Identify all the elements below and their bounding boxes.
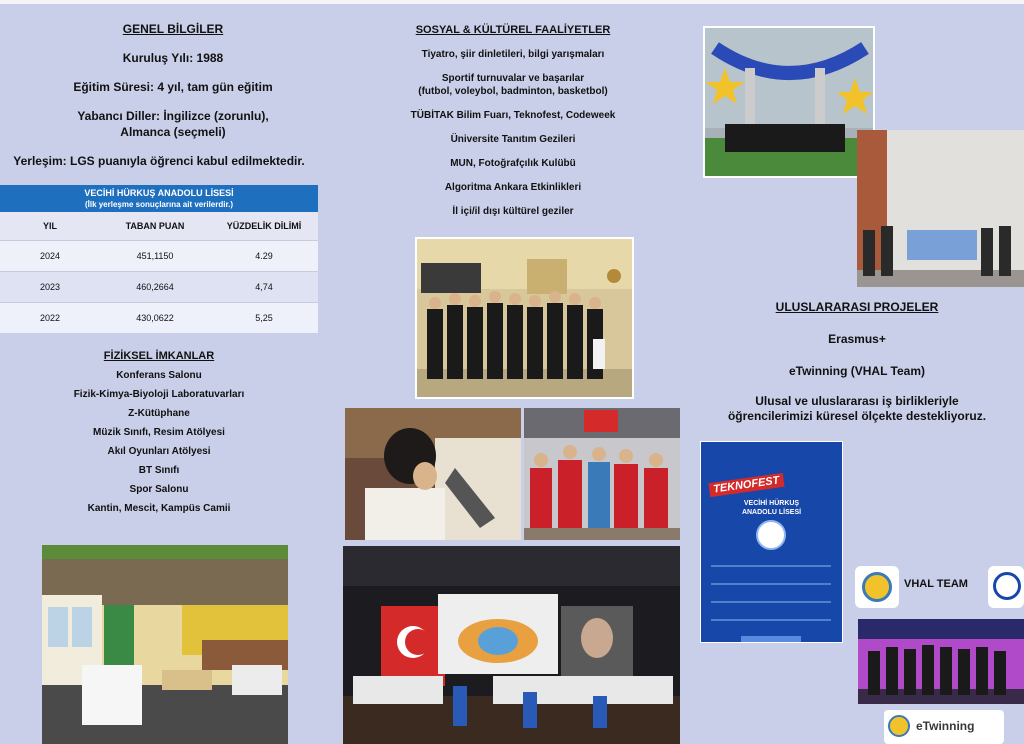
activity-item: Algoritma Ankara Etkinlikleri <box>444 182 582 193</box>
school-logo-icon <box>993 572 1021 600</box>
facility-item: Spor Salonu <box>129 484 189 495</box>
education-duration: Eğitim Süresi: 4 yıl, tam gün eğitim <box>73 80 273 94</box>
activity-item: Tiyatro, şiir dinletileri, bilgi yarışmaları <box>421 49 605 60</box>
activity-item: (futbol, voleybol, badminton, basketbol) <box>418 86 608 97</box>
activity-item: TÜBİTAK Bilim Fuarı, Teknofest, Codeweek <box>410 110 616 121</box>
poster-school-line1: VECİHİ HÜRKUŞ <box>743 500 800 507</box>
facility-item: Z-Kütüphane <box>128 408 190 419</box>
column-header-year: YIL <box>42 221 57 231</box>
badge-emblem-icon <box>862 572 892 602</box>
cell-percentile: 4,74 <box>255 282 273 292</box>
table-row <box>0 271 318 302</box>
school-emblem-icon <box>756 520 786 550</box>
stage-illustration <box>343 546 680 744</box>
vhal-team-photo <box>858 619 1024 704</box>
table-row <box>0 240 318 271</box>
cell-percentile: 5,25 <box>255 313 273 323</box>
cell-percentile: 4.29 <box>255 251 273 261</box>
international-title: ULUSLARARASI PROJELER <box>775 300 939 314</box>
international-desc-line1: Ulusal ve uluslararası iş birlikleriyle <box>755 394 959 408</box>
etwinning-logo <box>884 710 1004 744</box>
activity-item: MUN, Fotoğrafçılık Kulübü <box>450 158 576 169</box>
poster-school-line2: ANADOLU LİSESİ <box>741 509 802 516</box>
facilities-section <box>0 350 318 514</box>
building-illustration <box>857 130 1024 287</box>
social-title: SOSYAL & KÜLTÜREL FAALİYETLER <box>415 24 611 36</box>
languages-line2: Almanca (seçmeli) <box>120 125 226 139</box>
etwinning-icon <box>888 715 910 737</box>
top-border <box>0 0 1024 4</box>
column-header-score: TABAN PUAN <box>125 221 185 231</box>
founded-year: Kuruluş Yılı: 1988 <box>122 51 224 65</box>
erasmus-label: Erasmus+ <box>828 332 886 346</box>
cell-year: 2023 <box>39 282 61 292</box>
teknofest-brand: TEKNOFEST <box>708 473 784 497</box>
group-photo-hallway <box>415 237 634 399</box>
activity-item: İl içi/il dışı kültürel geziler <box>452 206 574 217</box>
general-info-title: GENEL BİLGİLER <box>122 22 224 36</box>
table-subtitle: (İlk yerleşme sonuçlarına ait verilerdir.) <box>0 200 318 212</box>
placement-info: Yerleşim: LGS puanıyla öğrenci kabul edilmektedir. <box>13 154 305 168</box>
facility-item: Kantin, Mescit, Kampüs Camii <box>87 503 231 514</box>
facilities-title: FİZİKSEL İMKANLAR <box>103 350 215 362</box>
cell-year: 2022 <box>39 313 61 323</box>
sports-illustration <box>524 408 680 540</box>
activity-item: Üniversite Tanıtım Gezileri <box>450 134 576 145</box>
stars-illustration <box>705 28 873 176</box>
table-body <box>0 240 318 333</box>
admission-table <box>0 185 318 333</box>
vhal-team-label: VHAL TEAM <box>904 578 968 590</box>
facility-item: Akıl Oyunları Atölyesi <box>107 446 211 457</box>
team-illustration <box>858 619 1024 704</box>
cell-year: 2024 <box>39 251 61 261</box>
facility-item: Konferans Salonu <box>116 370 202 381</box>
facility-item: Fizik-Kimya-Biyoloji Laboratuvarları <box>73 389 245 400</box>
etwinning-logo-text: eTwinning <box>916 719 975 733</box>
general-info-section <box>0 22 318 168</box>
activity-item: Sportif turnuvalar ve başarılar <box>441 73 585 84</box>
international-desc-line2: öğrencilerimizi küresel ölçekte destekliyoruz. <box>727 409 987 423</box>
languages-line1: Yabancı Diller: İngilizce (zorunlu), <box>77 109 269 123</box>
art-illustration <box>345 408 521 540</box>
etwinning-label: eTwinning (VHAL Team) <box>788 364 925 378</box>
poster-stats-graphic <box>701 554 842 643</box>
table-header-row <box>0 212 318 240</box>
column-header-percentile: YÜZDELİK DİLİMİ <box>226 221 302 231</box>
building-group-photo <box>857 130 1024 287</box>
stage-performance-photo <box>343 546 680 744</box>
facility-item: Müzik Sınıfı, Resim Atölyesi <box>93 427 225 438</box>
erasmus-badge-logo <box>855 566 899 608</box>
cell-score: 430,0622 <box>136 313 174 323</box>
school-logo-badge <box>988 566 1024 608</box>
social-activities-section <box>345 24 681 217</box>
art-workshop-photo <box>345 408 521 540</box>
table-row <box>0 302 318 333</box>
table-title: VECİHİ HÜRKUŞ ANADOLU LİSESİ <box>0 185 318 200</box>
cell-score: 460,2664 <box>136 282 174 292</box>
erasmus-stars-photo <box>703 26 875 178</box>
library-illustration <box>42 545 288 744</box>
facility-item: BT Sınıfı <box>138 465 180 476</box>
library-photo <box>42 545 288 744</box>
sports-team-photo <box>524 408 680 540</box>
group-illustration <box>417 239 632 397</box>
teknofest-poster <box>700 441 843 643</box>
international-projects-section <box>690 300 1024 423</box>
cell-score: 451,1150 <box>136 251 174 261</box>
